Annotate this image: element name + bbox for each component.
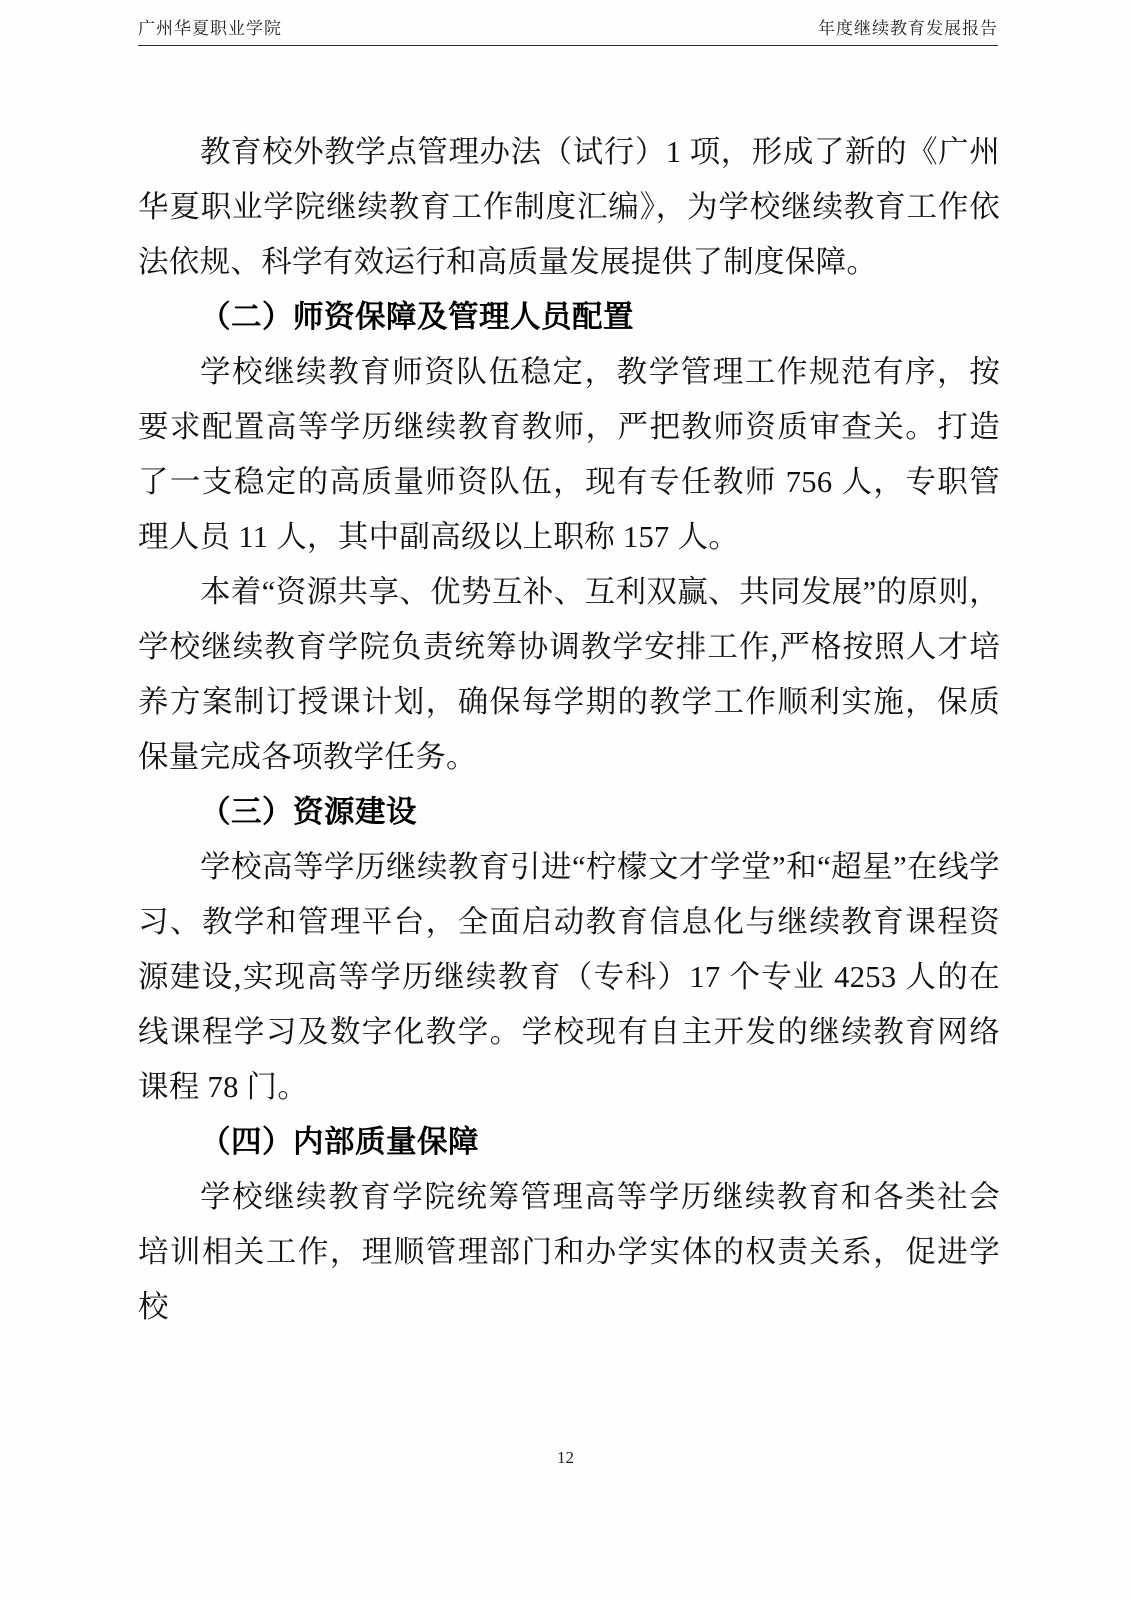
section-heading: （二）师资保障及管理人员配置 bbox=[200, 300, 634, 334]
section-heading: （四）内部质量保障 bbox=[200, 1125, 479, 1159]
page-number: 12 bbox=[557, 1448, 574, 1467]
paragraph: 学校继续教育学院统筹管理高等学历继续教育和各类社会培训相关工作，理顺管理部门和办学实体的权责关系，促进学校 bbox=[138, 1180, 1000, 1324]
header-left-text: 广州华夏职业学院 bbox=[138, 19, 282, 38]
page-header bbox=[138, 14, 998, 46]
paragraph: 学校高等学历继续教育引进“柠檬文才学堂”和“超星”在线学习、教学和管理平台，全面启动教育信息化与继续教育课程资源建设,实现高等学历继续教育（专科）17 个专业 4253 人的在线课程学习及数字化教学。学校现有自主开发的继续教育网络课程 78 门。 bbox=[138, 850, 1000, 1104]
paragraph: 学校继续教育师资队伍稳定，教学管理工作规范有序，按要求配置高等学历继续教育教师，严把教师资质审查关。打造了一支稳定的高质量师资队伍，现有专任教师 756 人，专职管理人员 11 人，其中副高级以上职称 157 人。 bbox=[138, 355, 1000, 554]
section-heading: （三）资源建设 bbox=[200, 795, 417, 829]
paragraph: 本着“资源共享、优势互补、互利双赢、共同发展”的原则，学校继续教育学院负责统筹协调教学安排工作,严格按照人才培养方案制订授课计划，确保每学期的教学工作顺利实施，保质保量完成各项教学任务。 bbox=[138, 575, 1000, 774]
page-footer bbox=[0, 1448, 1131, 1468]
header-right-text: 年度继续教育发展报告 bbox=[818, 19, 998, 38]
document-body bbox=[138, 125, 1000, 1335]
paragraph: 教育校外教学点管理办法（试行）1 项，形成了新的《广州华夏职业学院继续教育工作制度汇编》，为学校继续教育工作依法依规、科学有效运行和高质量发展提供了制度保障。 bbox=[138, 135, 1000, 279]
